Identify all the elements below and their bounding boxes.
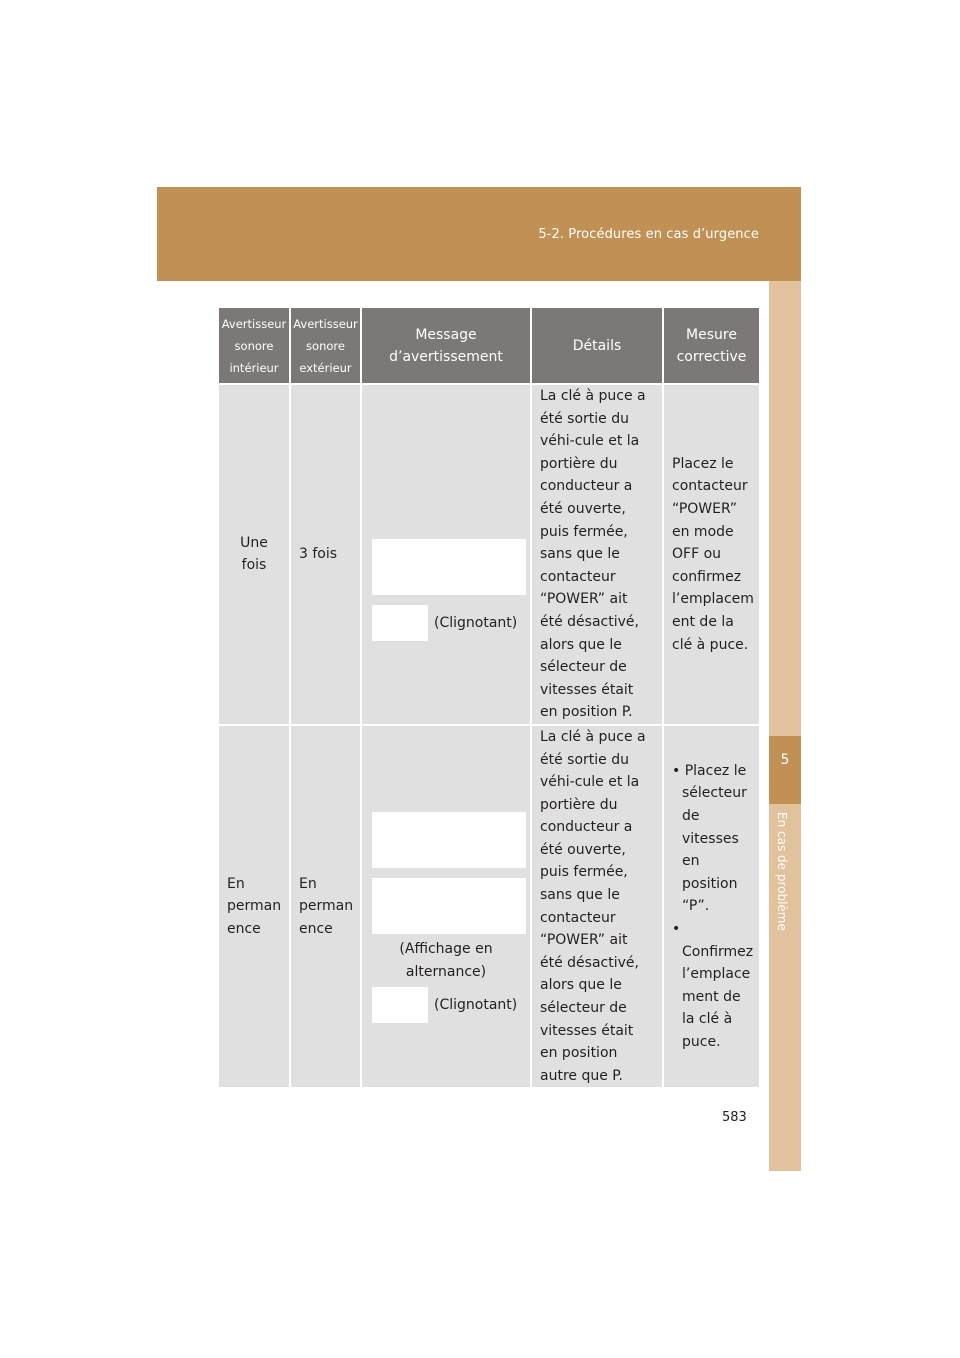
col-label-line: Mesure [686,326,737,343]
warning-light-image [372,605,428,641]
col-label-line: corrective [676,348,747,365]
col-label-line: d’avertissement [389,348,503,365]
col-label-line: Message [415,326,477,343]
blinking-label: (Clignotant) [434,615,518,632]
warning-message-cell [361,725,531,1088]
display-message-image [372,539,526,595]
chapter-number: 5 [780,752,790,768]
table-row [219,384,759,725]
warning-message-cell [361,384,531,725]
col-label-line: Avertisseur [293,316,358,331]
chapter-label: En cas de problème [775,812,789,931]
blinking-label: (Clignotant) [434,996,518,1013]
warning-light-image [372,987,428,1023]
exterior-buzzer-cell: 3 fois [290,384,361,725]
warning-table [219,308,759,1087]
col-label-line: sonore [234,338,274,353]
col-label-line: sonore [306,338,345,353]
interior-buzzer-cell: En perman ence [219,725,290,1088]
chapter-side-band [769,281,801,1171]
col-label-line: extérieur [299,360,352,375]
page-number: 583 [722,1110,747,1125]
action-cell [663,725,759,1088]
details-cell: La clé à puce a été sortie du véhi-cule et la portière du conducteur a été ouverte, puis fermée, sans que le contacteur “POWER” ait été désactivé, alors que le sélecteur de vitesses était en position autre que P. [531,725,663,1088]
display-message-image [372,812,526,868]
col-interior-buzzer [219,308,290,384]
col-label-line: Détails [572,337,622,354]
action-item: • Placez le sélecteur de vitesses en position “P”. [672,762,747,915]
col-corrective-action [663,308,759,384]
col-warning-message [361,308,531,384]
col-exterior-buzzer [290,308,361,384]
action-item: • Confirmez l’emplace ment de la clé à puce. [672,920,754,1050]
table-header-row [219,308,759,384]
chapter-tab [769,736,801,804]
interior-buzzer-cell: Une fois [219,384,290,725]
col-label-line: Avertisseur [221,316,287,331]
action-list [672,760,754,1054]
details-cell: La clé à puce a été sortie du véhi-cule et la portière du conducteur a été ouverte, puis fermée, sans que le contacteur “POWER” ait été désactivé, alors que le sélecteur de vitesses était en position P. [531,384,663,725]
action-cell: Placez le contacteur “POWER” en mode OFF ou confirmez l’emplacem ent de la clé à puce. [663,384,759,725]
col-label-line: intérieur [229,360,279,375]
alternating-display-label: (Affichage en alternance) [399,941,493,980]
display-message-image [372,878,526,934]
section-title: 5-2. Procédures en cas d’urgence [538,227,759,242]
exterior-buzzer-cell: En perman ence [290,725,361,1088]
table-row [219,725,759,1088]
col-details [531,308,663,384]
